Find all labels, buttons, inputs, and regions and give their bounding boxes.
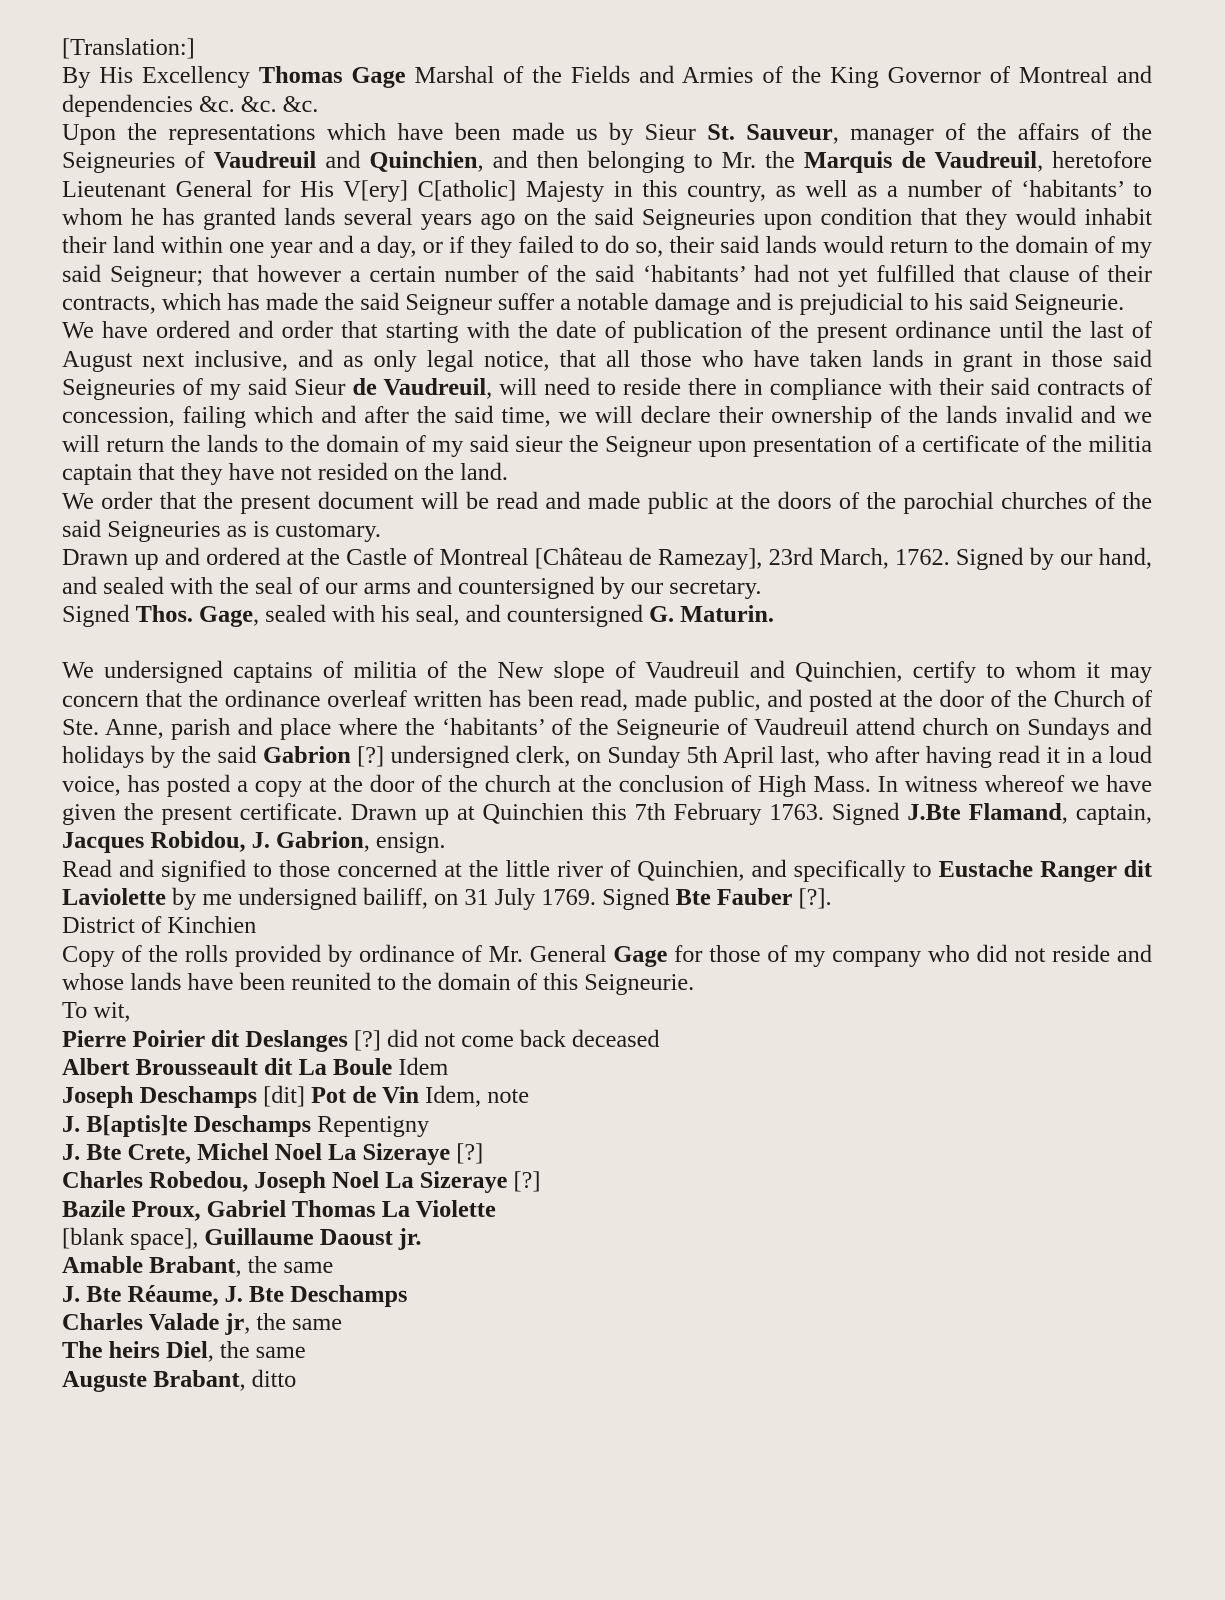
bold-name: Gabrion: [263, 742, 351, 770]
text-run: , the same: [244, 1309, 343, 1337]
text-run: Signed: [62, 600, 136, 628]
text-run: , and then belonging to Mr. the: [477, 147, 804, 175]
text-run: Upon the representations which have been made us by Sieur: [62, 119, 708, 147]
text-run: , sealed with his seal, and countersigned: [253, 600, 650, 628]
text-run: We order that the present document will be read and made public at the doors of the parochial churches of the said Seigneuries as is customary.: [62, 487, 1152, 543]
roll-entry: [62, 1224, 1152, 1252]
rolls-list: [62, 1026, 1152, 1394]
bold-name: Marquis de Vaudreuil: [803, 147, 1038, 175]
ordinance-heading: [62, 62, 1152, 119]
text-run: District of Kinchien: [62, 912, 257, 940]
paragraph-spacer: [62, 629, 1152, 657]
text-run: by me undersigned bailiff, on 31 July 1769. Signed: [165, 883, 676, 911]
roll-entry: [62, 1111, 1152, 1139]
bold-name: Pot de Vin: [311, 1082, 420, 1110]
bold-name: Auguste Brabant: [62, 1365, 240, 1393]
text-run: Marshal of the Fields and Armies of the King Governor of Montreal and dependencies &c. &c. &c.: [62, 62, 1152, 118]
text-run: Copy of the rolls provided by ordinance of Mr. General: [62, 940, 614, 968]
text-run: and: [316, 147, 370, 175]
text-run: , ensign.: [363, 827, 446, 855]
roll-entry: [62, 1167, 1152, 1195]
text-run: , heretofore Lieutenant General for His V[ery] C[atholic] Majesty in this country, as well as a number of ‘habitants’ to whom he has granted lands several years ago on the said Seigneuries upon condition that they would inhabit their land within one year and a day, or if they failed to do so, their said lands would return to the domain of my said Seigneur; that however a certain number of the said ‘habitants’ had not yet fulfilled that clause of their contracts, which has made the said Seigneur suffer a notable damage and is prejudicial to his said Seigneurie.: [62, 147, 1152, 317]
ordinance-order: [62, 317, 1152, 487]
bold-name: Gage: [613, 940, 668, 968]
document-page: [62, 34, 1152, 1394]
text-run: Drawn up and ordered at the Castle of Montreal [Château de Ramezay], 23rd March, 1762. Signed by our hand, and sealed with the seal of our arms and countersigned by our secretary.: [62, 544, 1152, 600]
bold-name: Bazile Proux, Gabriel Thomas La Violette: [62, 1195, 496, 1223]
text-run: [?] undersigned clerk, on Sunday 5th April last, who after having read it in a loud voice, has posted a copy at the door of the church at the conclusion of High Mass. In witness whereof we have given the present certificate. Drawn up at Quinchien this 7th February 1763. Signed: [62, 742, 1153, 826]
text-run: We have ordered and order that starting with the date of publication of the present ordinance until the last of August next inclusive, and as only legal notice, that all those who have taken lands in grant in those said Seigneuries of my said Sieur: [62, 317, 1152, 402]
bold-name: Quinchien: [369, 147, 478, 175]
text-run: [?].: [792, 883, 832, 911]
bold-name: Guillaume Daoust jr.: [204, 1224, 422, 1252]
bold-name: Amable Brabant: [62, 1252, 236, 1280]
ordinance-signature: [62, 601, 1152, 629]
bold-name: Bte Fauber: [675, 883, 793, 911]
text-run: , the same: [235, 1252, 334, 1280]
bold-name: Albert Brousseault dit La Boule: [62, 1054, 393, 1082]
text-run: We undersigned captains of militia of the New slope of Vaudreuil and Quinchien, certify to whom it may concern that the ordinance overleaf written has been read, made public, and posted at the door of the Church of Ste. Anne, parish and place where the ‘habitants’ of the Seigneurie of Vaudreuil attend church on Sundays and holidays by the said: [62, 657, 1152, 770]
bold-name: The heirs Diel: [62, 1337, 208, 1365]
ordinance-representations: [62, 119, 1152, 317]
bold-name: Eustache Ranger dit Laviolette: [62, 855, 1152, 911]
bold-name: J. B[aptis]te Deschamps: [62, 1110, 312, 1138]
bold-name: J.Bte Flamand: [907, 798, 1062, 826]
text-run: Idem, note: [419, 1082, 530, 1110]
bold-name: Vaudreuil: [213, 147, 317, 175]
text-run: , the same: [207, 1337, 306, 1365]
to-wit: [62, 997, 1152, 1025]
roll-entry: [62, 1337, 1152, 1365]
ordinance-drawn-up: [62, 544, 1152, 601]
bold-name: de Vaudreuil: [352, 374, 487, 402]
bold-name: Charles Robedou, Joseph Noel La Sizeraye: [62, 1167, 508, 1195]
bold-name: Charles Valade jr: [62, 1309, 245, 1337]
text-run: [Translation:]: [62, 34, 195, 61]
bold-name: Joseph Deschamps: [62, 1082, 258, 1110]
document-body: [62, 34, 1152, 1026]
text-run: , manager of the affairs of the Seigneuries of: [62, 119, 1152, 175]
bold-name: Thomas Gage: [258, 62, 406, 90]
text-run: [dit]: [257, 1082, 312, 1110]
roll-entry: [62, 1366, 1152, 1394]
bailiff-notice: [62, 856, 1152, 913]
text-run: [?] did not come back deceased: [347, 1025, 660, 1053]
bold-name: J. Bte Réaume, J. Bte Deschamps: [62, 1280, 408, 1308]
text-run: , captain,: [1061, 798, 1152, 826]
roll-entry: [62, 1054, 1152, 1082]
ordinance-publication: [62, 488, 1152, 545]
bold-name: Thos. Gage: [135, 600, 254, 628]
text-run: To wit,: [62, 997, 131, 1025]
text-run: , ditto: [239, 1365, 297, 1393]
text-run: Idem: [392, 1054, 449, 1082]
roll-entry: [62, 1281, 1152, 1309]
roll-entry: [62, 1082, 1152, 1110]
roll-entry: [62, 1309, 1152, 1337]
roll-entry: [62, 1252, 1152, 1280]
text-run: , will need to reside there in compliance with their said contracts of concession, failing which and after the said time, we will declare their ownership of the lands invalid and we will return the lands to the domain of my said sieur the Seigneur upon presentation of a certificate of the militia captain that they have not resided on the land.: [62, 374, 1152, 487]
text-run: By His Excellency: [62, 62, 259, 90]
district-heading: [62, 912, 1152, 940]
text-run: [blank space],: [62, 1224, 205, 1252]
bold-name: Pierre Poirier dit Deslanges: [62, 1025, 348, 1053]
militia-certificate: [62, 657, 1152, 855]
translation-note: [62, 34, 1152, 62]
text-run: Repentigny: [311, 1110, 430, 1138]
bold-name: J. Bte Crete, Michel Noel La Sizeraye: [62, 1139, 451, 1167]
roll-entry: [62, 1139, 1152, 1167]
text-run: Read and signified to those concerned at the little river of Quinchien, and specifically to: [62, 855, 939, 883]
text-run: [?]: [507, 1167, 541, 1195]
roll-entry: [62, 1196, 1152, 1224]
text-run: [?]: [450, 1139, 484, 1167]
text-run: for those of my company who did not reside and whose lands have been reunited to the domain of this Seigneurie.: [62, 940, 1152, 996]
bold-name: G. Maturin.: [649, 600, 774, 628]
rolls-intro: [62, 941, 1152, 998]
bold-name: Jacques Robidou, J. Gabrion: [62, 827, 364, 855]
bold-name: St. Sauveur: [707, 119, 833, 147]
roll-entry: [62, 1026, 1152, 1054]
